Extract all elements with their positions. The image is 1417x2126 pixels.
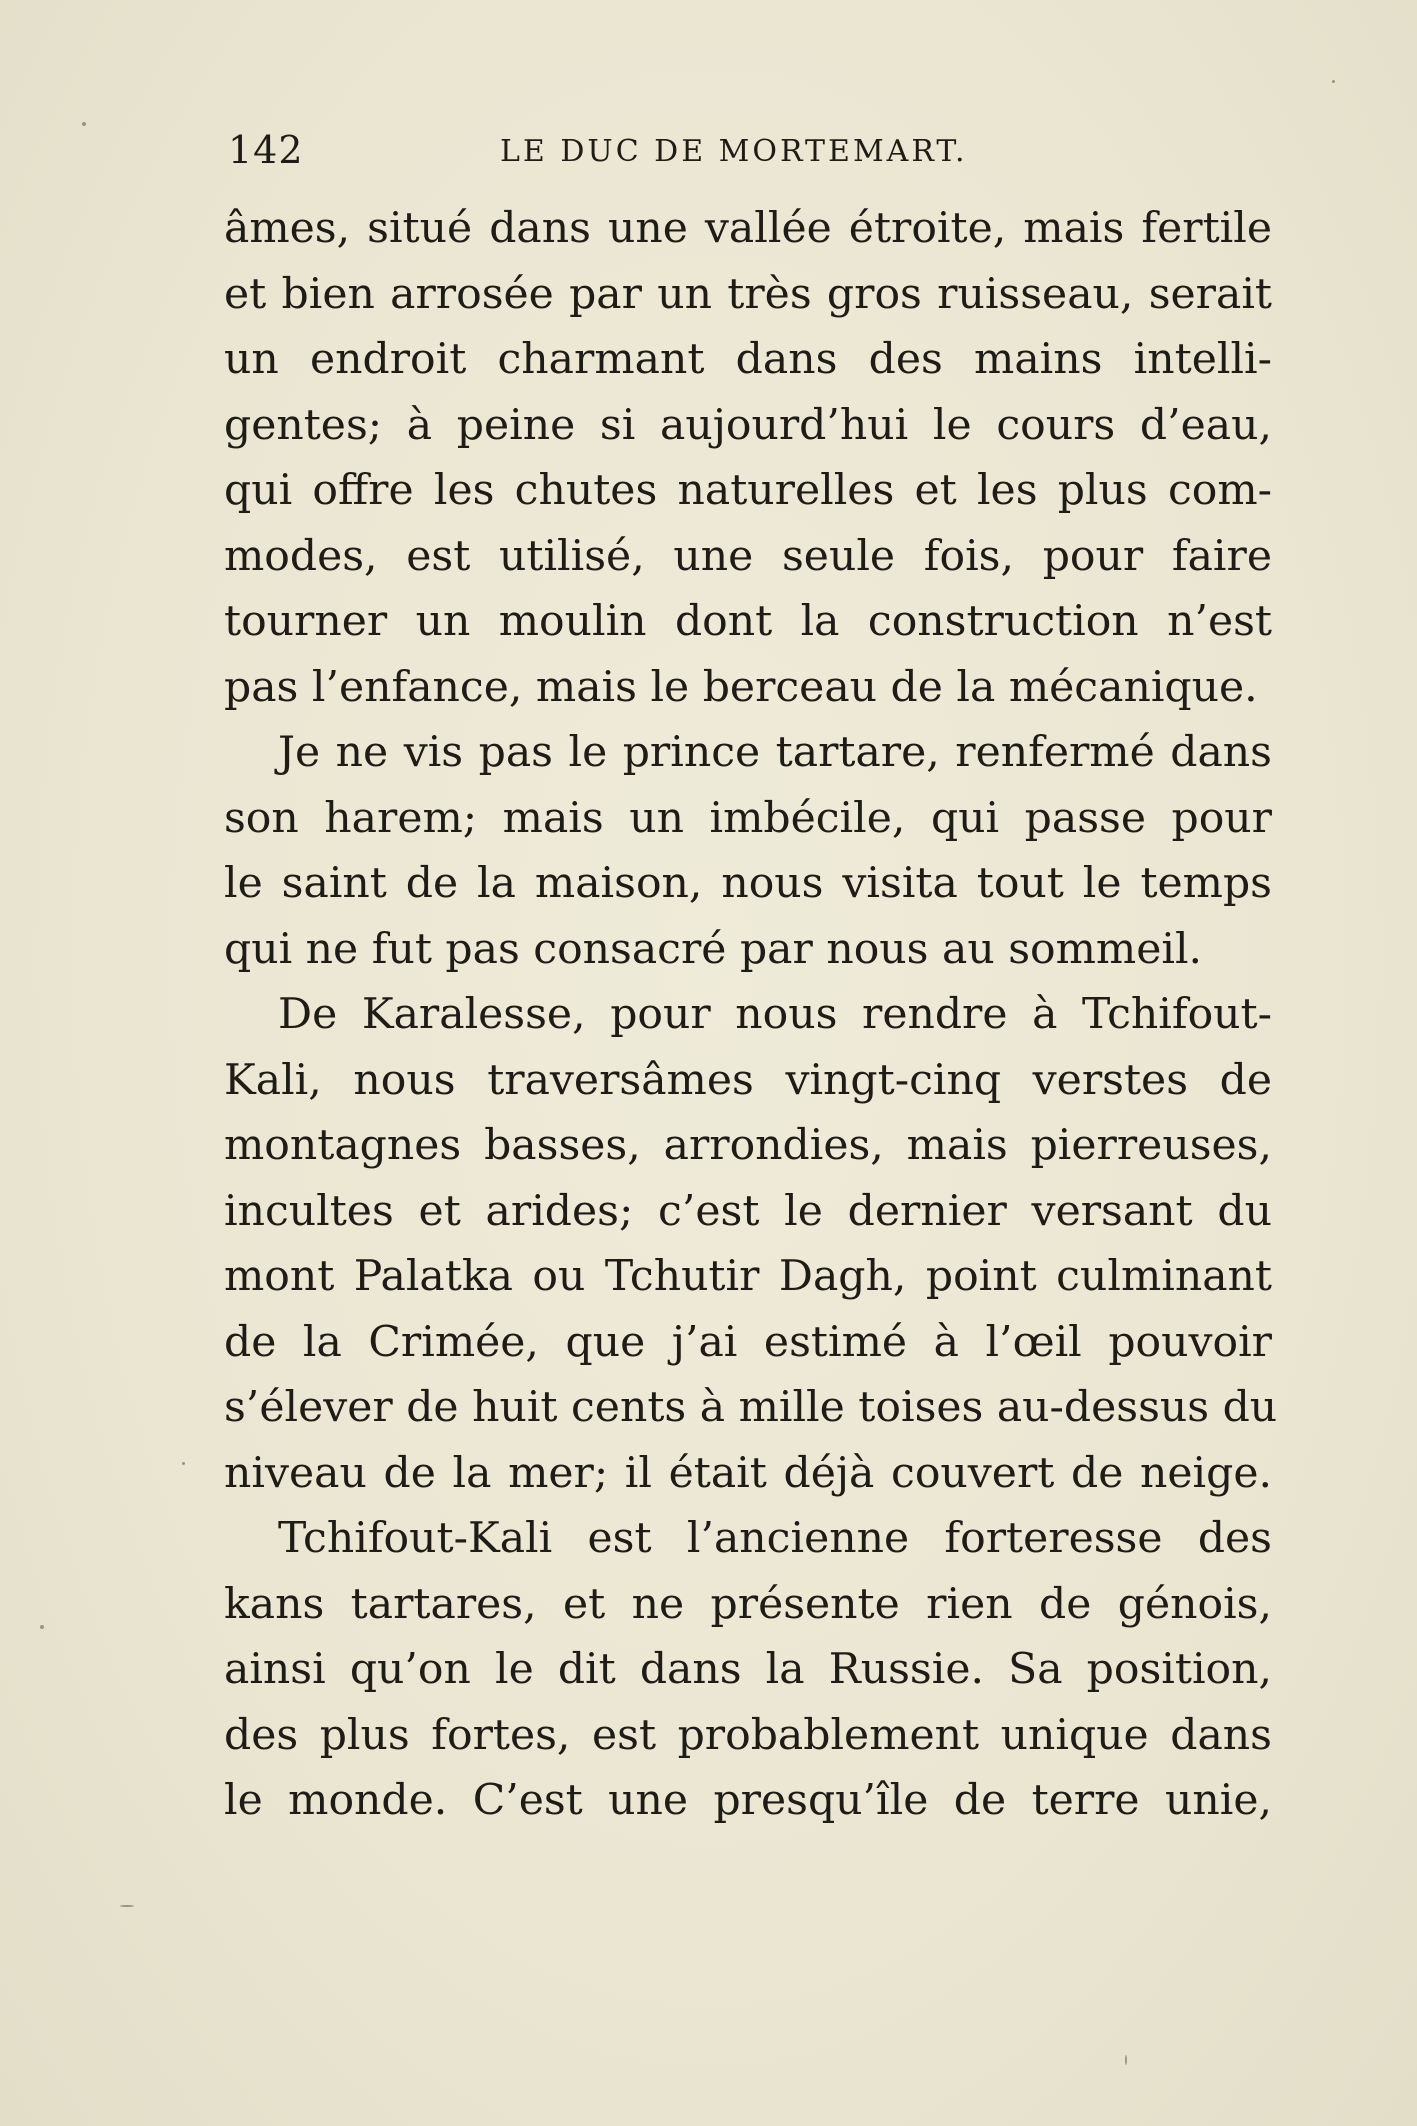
paper-speck [120, 1905, 134, 1907]
paper-speck [1332, 80, 1335, 83]
text-line: montagnes basses, arrondies, mais pierreuses, [224, 1121, 1272, 1170]
text-line: qui offre les chutes naturelles et les plus com- [224, 466, 1272, 515]
text-line: pas l’enfance, mais le berceau de la mécanique. [224, 662, 1258, 712]
paragraph-first-line: Je ne vis pas le prince tartare, renfermé dans [278, 728, 1272, 777]
text-line: un endroit charmant dans des mains intelli- [224, 335, 1272, 384]
paragraph-first-line: Tchifout-Kali est l’ancienne forteresse des [278, 1514, 1272, 1563]
text-line: qui ne fut pas consacré par nous au sommeil. [224, 924, 1203, 974]
paper-speck [82, 122, 86, 126]
text-line: le saint de la maison, nous visita tout le temps [224, 859, 1272, 908]
page-number: 142 [228, 128, 304, 172]
running-head [228, 128, 1268, 178]
text-line: le monde. C’est une presqu’île de terre unie, [224, 1776, 1272, 1825]
text-line: et bien arrosée par un très gros ruisseau, serait [224, 269, 1272, 319]
text-line: ainsi qu’on le dit dans la Russie. Sa position, [224, 1645, 1272, 1694]
paragraph-first-line: De Karalesse, pour nous rendre à Tchifout- [278, 990, 1272, 1039]
paper-speck [40, 1625, 44, 1629]
text-line: niveau de la mer; il était déjà couvert de neige. [224, 1448, 1272, 1498]
text-line: de la Crimée, que j’ai estimé à l’œil pouvoir [224, 1317, 1272, 1367]
body-text [224, 196, 1278, 1834]
text-line: gentes; à peine si aujourd’hui le cours d’eau, [224, 400, 1272, 450]
text-line: modes, est utilisé, une seule fois, pour faire [224, 531, 1272, 581]
text-line: Kali, nous traversâmes vingt-cinq verstes de [224, 1055, 1272, 1105]
text-line: son harem; mais un imbécile, qui passe pour [224, 793, 1272, 843]
paper-speck [1125, 2055, 1127, 2065]
text-line: des plus fortes, est probablement unique dans [224, 1710, 1272, 1760]
text-line: mont Palatka ou Tchutir Dagh, point culminant [224, 1252, 1272, 1301]
text-line: incultes et arides; c’est le dernier versant du [224, 1186, 1272, 1236]
paper-speck [182, 1462, 185, 1465]
text-line: s’élever de huit cents à mille toises au-dessus du [224, 1383, 1278, 1432]
text-line: âmes, situé dans une vallée étroite, mais fertile [224, 204, 1272, 253]
text-line: kans tartares, et ne présente rien de génois, [224, 1579, 1272, 1629]
text-line: tourner un moulin dont la construction n’est [224, 597, 1272, 646]
running-title: LE DUC DE MORTEMART. [500, 134, 968, 169]
